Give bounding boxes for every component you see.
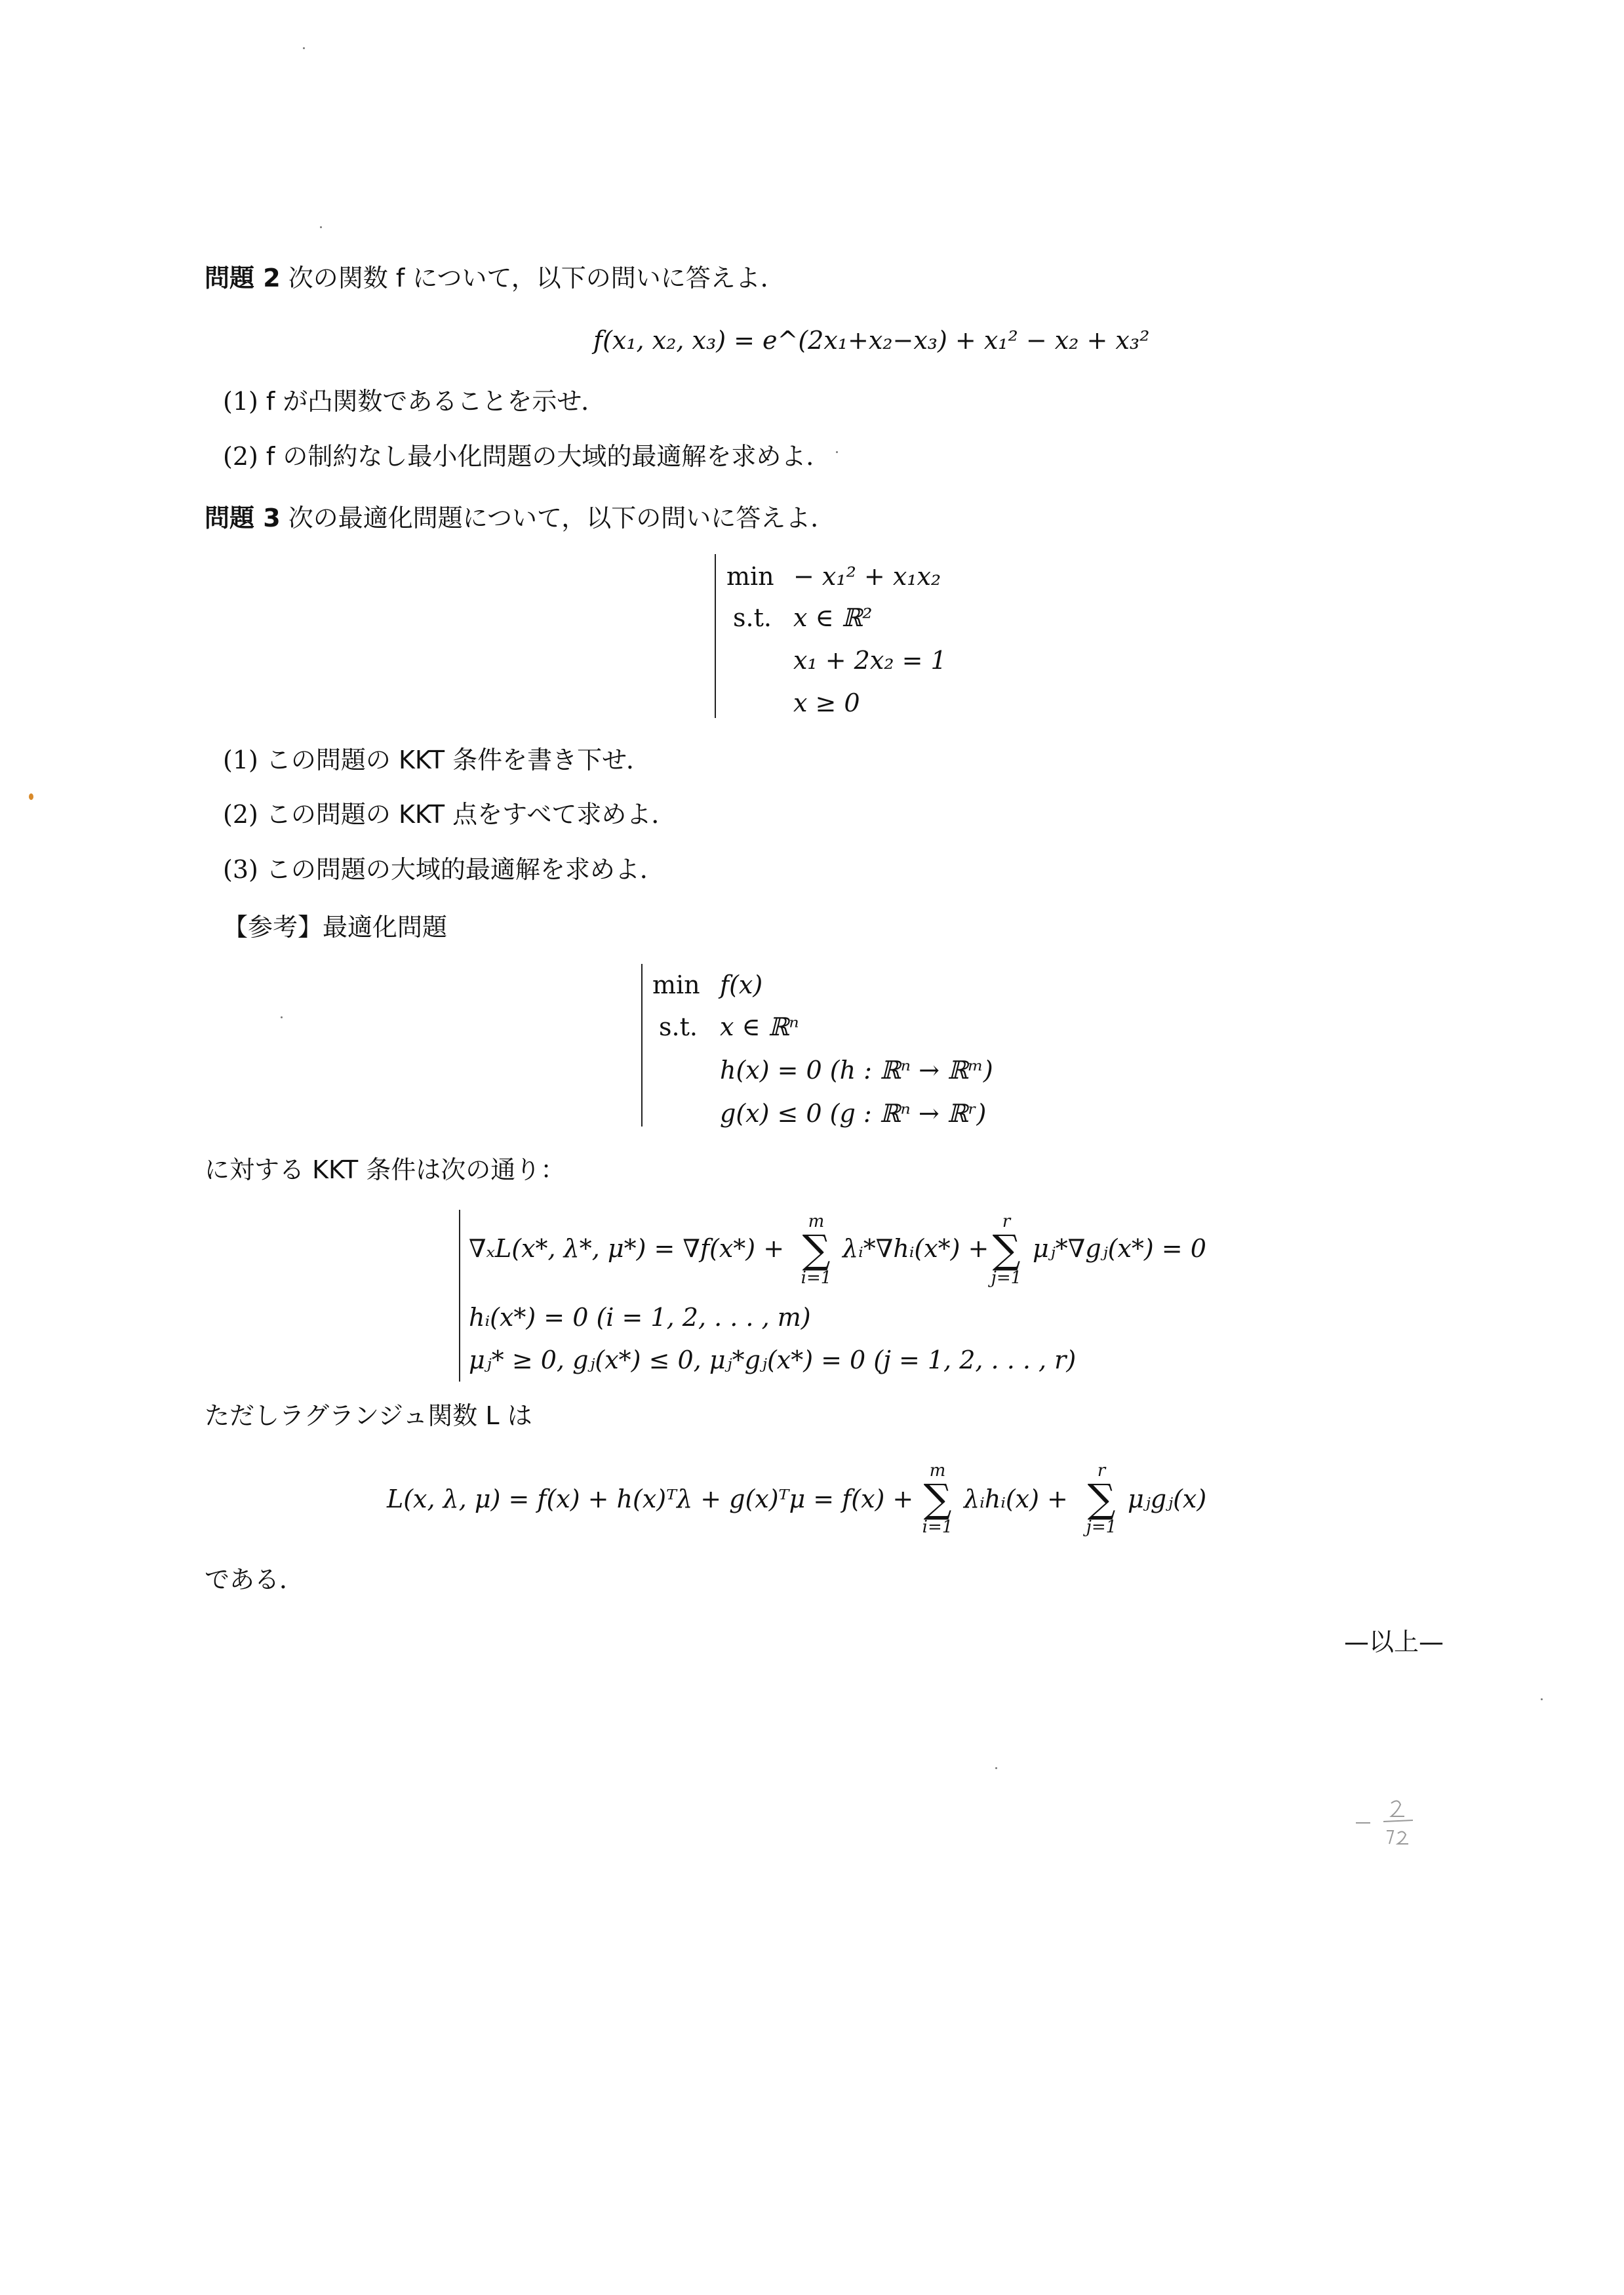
reference-st-label: s.t. — [659, 1012, 698, 1041]
problem3-constraint-3: x ≥ 0 — [793, 688, 860, 717]
kkt-line1-lhs: ∇ₓL(x*, λ*, μ*) = ∇f(x*) + — [469, 1234, 785, 1263]
item-number: (1) — [223, 746, 258, 774]
lagrange-intro: ただしラグランジュ関数 L は — [205, 1401, 532, 1430]
problem3-item-1 — [223, 744, 651, 776]
reference-heading: 【参考】最適化問題 — [223, 913, 448, 942]
problem2-heading — [205, 262, 785, 294]
scan-speck — [320, 226, 322, 228]
sum-lower-limit: i=1 — [922, 1517, 953, 1537]
problem3-min-label: min — [726, 562, 774, 591]
problem2-intro: 次の関数 f について，以下の問いに答えよ． — [288, 264, 785, 292]
sum-lower-limit: i=1 — [801, 1268, 832, 1288]
item-text: f が凸関数であることを示せ． — [266, 387, 606, 416]
problem3-objective: − x₁² + x₁x₂ — [793, 562, 941, 591]
closing-text: である． — [205, 1565, 305, 1594]
kkt-system-bar — [459, 1210, 460, 1382]
problem2-item-2 — [223, 441, 831, 472]
lagrange-sum2-term: μⱼgⱼ(x) — [1128, 1485, 1207, 1513]
item-text: f の制約なし最小化問題の大域的最適解を求めよ． — [266, 442, 831, 471]
sum-sign: ∑ — [992, 1227, 1021, 1273]
scan-speck — [29, 793, 33, 800]
kkt-sum1 — [793, 1213, 839, 1287]
item-text: この問題の大域的最適解を求めよ． — [266, 855, 665, 884]
sum-lower-limit: j=1 — [1086, 1517, 1117, 1537]
sum-sign: ∑ — [923, 1476, 952, 1522]
problem3-item-3 — [223, 854, 665, 885]
scan-speck — [995, 1767, 997, 1769]
sum-upper-limit: r — [1097, 1461, 1106, 1481]
item-number: (2) — [223, 800, 258, 829]
lagrange-sum1-term: λᵢhᵢ(x) + — [964, 1485, 1068, 1513]
reference-system-bar — [641, 964, 643, 1127]
handwritten-page-mark — [1351, 1790, 1429, 1862]
reference-min-label: min — [652, 970, 700, 999]
item-number: (2) — [223, 442, 258, 471]
lagrange-lhs: L(x, λ, μ) = f(x) + h(x)ᵀλ + g(x)ᵀμ = f(x) + — [387, 1485, 914, 1513]
kkt-sum2 — [983, 1213, 1029, 1287]
item-number: (1) — [223, 387, 258, 416]
sum-sign: ∑ — [802, 1227, 831, 1273]
problem3-system-bar — [715, 554, 716, 718]
scan-speck — [1541, 1698, 1543, 1700]
problem3-heading — [205, 502, 835, 534]
sum-lower-limit: j=1 — [991, 1268, 1022, 1288]
sum-upper-limit: m — [929, 1461, 946, 1481]
scan-speck — [281, 1016, 283, 1018]
reference-constraint-1: x ∈ ℝⁿ — [720, 1012, 799, 1041]
kkt-sum2-term: μⱼ*∇gⱼ(x*) = 0 — [1033, 1234, 1206, 1263]
sum-sign: ∑ — [1087, 1476, 1116, 1522]
problem2-item-1 — [223, 386, 606, 417]
reference-constraint-2: h(x) = 0 (h : ℝⁿ → ℝᵐ) — [720, 1056, 993, 1085]
problem3-intro: 次の最適化問題について，以下の問いに答えよ． — [288, 504, 836, 532]
item-text: この問題の KKT 条件を書き下せ． — [266, 746, 652, 774]
end-mark: —以上— — [1344, 1627, 1444, 1656]
reference-objective: f(x) — [720, 970, 763, 999]
sum-upper-limit: m — [808, 1212, 825, 1231]
scan-speck — [303, 47, 305, 49]
problem2-function: f(x₁, x₂, x₃) = e^(2x₁+x₂−x₃) + x₁² − x₂ + x₃² — [593, 326, 1150, 355]
problem3-constraint-2: x₁ + 2x₂ = 1 — [793, 646, 947, 675]
problem3-st-label: s.t. — [733, 603, 772, 632]
problem3-item-2 — [223, 799, 676, 830]
sum-upper-limit: r — [1002, 1212, 1011, 1231]
kkt-line3: μⱼ* ≥ 0, gⱼ(x*) ≤ 0, μⱼ*gⱼ(x*) = 0 (j = 1, 2, . . . , r) — [469, 1346, 1077, 1374]
lagrange-sum2 — [1079, 1462, 1124, 1536]
kkt-line2: hᵢ(x*) = 0 (i = 1, 2, . . . , m) — [469, 1303, 811, 1332]
item-text: この問題の KKT 点をすべて求めよ． — [266, 800, 677, 829]
problem3-label: 問題 3 — [205, 504, 281, 532]
kkt-intro: に対する KKT 条件は次の通り： — [205, 1155, 566, 1184]
problem2-label: 問題 2 — [205, 264, 281, 292]
scan-speck — [836, 451, 838, 453]
lagrange-sum1 — [915, 1462, 961, 1536]
reference-constraint-3: g(x) ≤ 0 (g : ℝⁿ → ℝʳ) — [720, 1099, 987, 1128]
kkt-sum1-term: λᵢ*∇hᵢ(x*) + — [842, 1234, 989, 1263]
problem3-constraint-1: x ∈ ℝ² — [793, 603, 873, 632]
item-number: (3) — [223, 855, 258, 884]
